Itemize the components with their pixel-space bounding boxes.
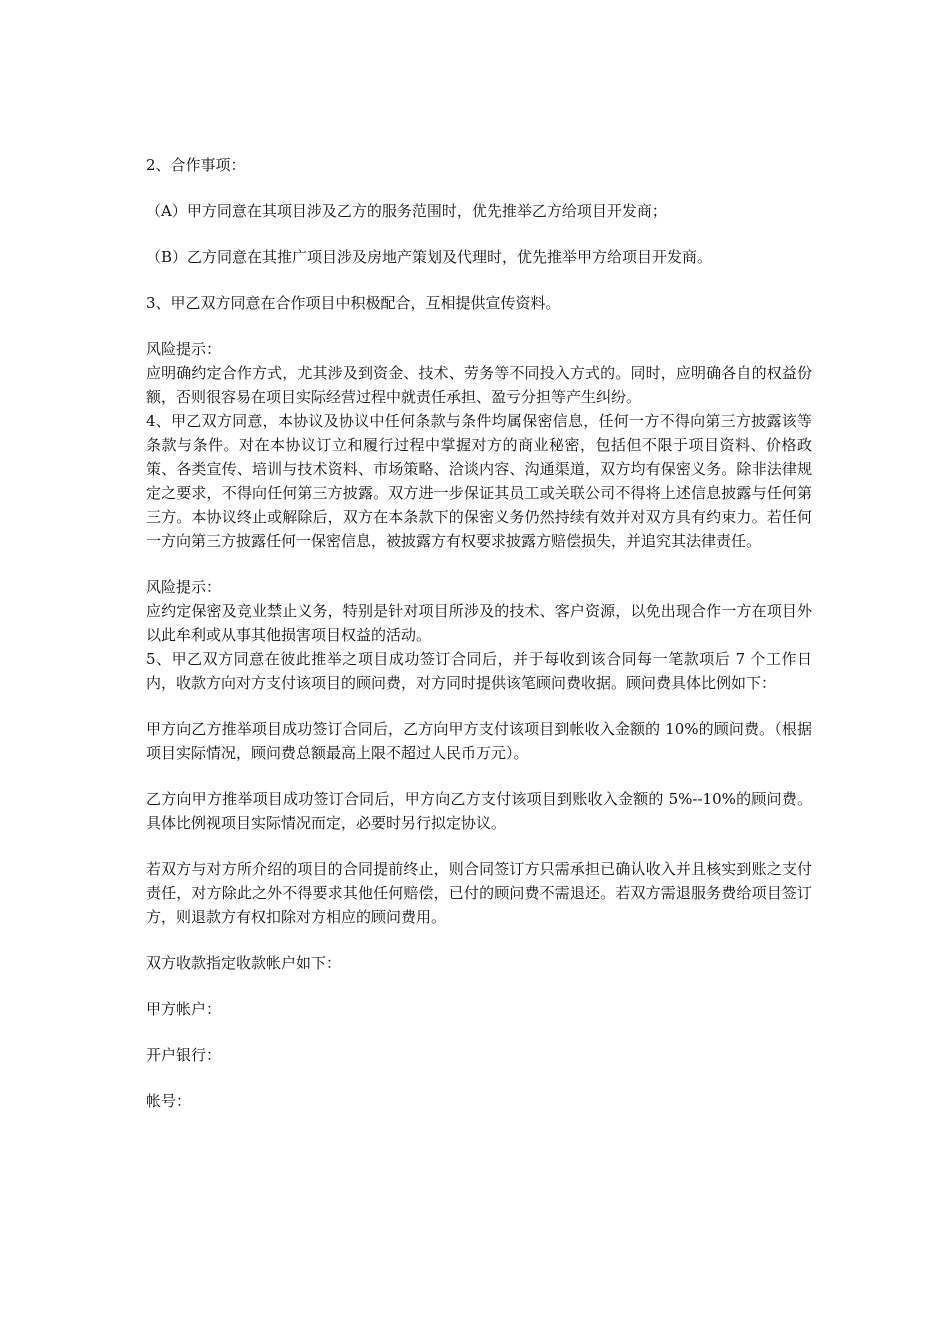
bank-label: 开户银行： xyxy=(146,1046,222,1064)
early-termination-clause: 若双方与对方所介绍的项目的合同提前终止，则合同签订方只需承担已确认收入并且核实到账之支付责任，对方除此之外不得要求其他任何赔偿，已付的顾问费不需退还。若双方需退服务费给项目签订方，则退款方有权扣除对方相应的顾问费用。 xyxy=(146,860,812,926)
clause-2-heading: 2、合作事项： xyxy=(146,156,246,174)
clause-2b: （B）乙方同意在其推广项目涉及房地产策划及代理时，优先推举甲方给项目开发商。 xyxy=(146,248,713,266)
clause-2a: （A）甲方同意在其项目涉及乙方的服务范围时，优先推举乙方给项目开发商； xyxy=(146,202,667,220)
clause-4: 4、甲乙双方同意，本协议及协议中任何条款与条件均属保密信息，任何一方不得向第三方披露该等条款与条件。对在本协议订立和履行过程中掌握对方的商业秘密，包括但不限于项目资料、价格政策、各类宣传、培训与技术资料、市场策略、洽谈内容、沟通渠道，双方均有保密义务。除非法律规定之要求，不得向任何第三方披露。双方进一步保证其员工或关联公司不得将上述信息披露与任何第三方。本协议终止或解除后，双方在本条款下的保密义务仍然持续有效并对双方具有约束力。若任何一方向第三方披露任何一保密信息，被披露方有权要求披露方赔偿损失，并追究其法律责任。 xyxy=(146,412,812,550)
risk-heading-1: 风险提示： xyxy=(146,340,222,358)
account-number-label: 帐号： xyxy=(146,1092,192,1110)
fee-party-a-to-b: 甲方向乙方推举项目成功签订合同后，乙方向甲方支付该项目到帐收入金额的 10%的顾问费。（根据项目实际情况，顾问费总额最高上限不超过人民币万元）。 xyxy=(146,720,812,762)
risk-text-1: 应明确约定合作方式，尤其涉及到资金、技术、劳务等不同投入方式的。同时，应明确各自的权益份额，否则很容易在项目实际经营过程中就责任承担、盈亏分担等产生纠纷。 xyxy=(146,364,812,406)
clause-3: 3、甲乙双方同意在合作项目中积极配合，互相提供宣传资料。 xyxy=(146,294,561,312)
clause-5: 5、甲乙双方同意在彼此推举之项目成功签订合同后，并于每收到该合同每一笔款项后 7 个工作日内，收款方向对方支付该项目的顾问费，对方同时提供该笔顾问费收据。顾问费具体比例如下： xyxy=(146,650,812,692)
risk-text-2: 应约定保密及竞业禁止义务，特别是针对项目所涉及的技术、客户资源，以免出现合作一方在项目外以此牟利或从事其他损害项目权益的活动。 xyxy=(146,602,812,644)
document-page xyxy=(146,153,812,1113)
risk-heading-2: 风险提示： xyxy=(146,578,222,596)
accounts-heading: 双方收款指定收款帐户如下： xyxy=(146,954,342,972)
party-a-account-label: 甲方帐户： xyxy=(146,1000,222,1018)
fee-party-b-to-a: 乙方向甲方推举项目成功签订合同后，甲方向乙方支付该项目到账收入金额的 5%--10%的顾问费。具体比例视项目实际情况而定，必要时另行拟定协议。 xyxy=(146,790,812,832)
